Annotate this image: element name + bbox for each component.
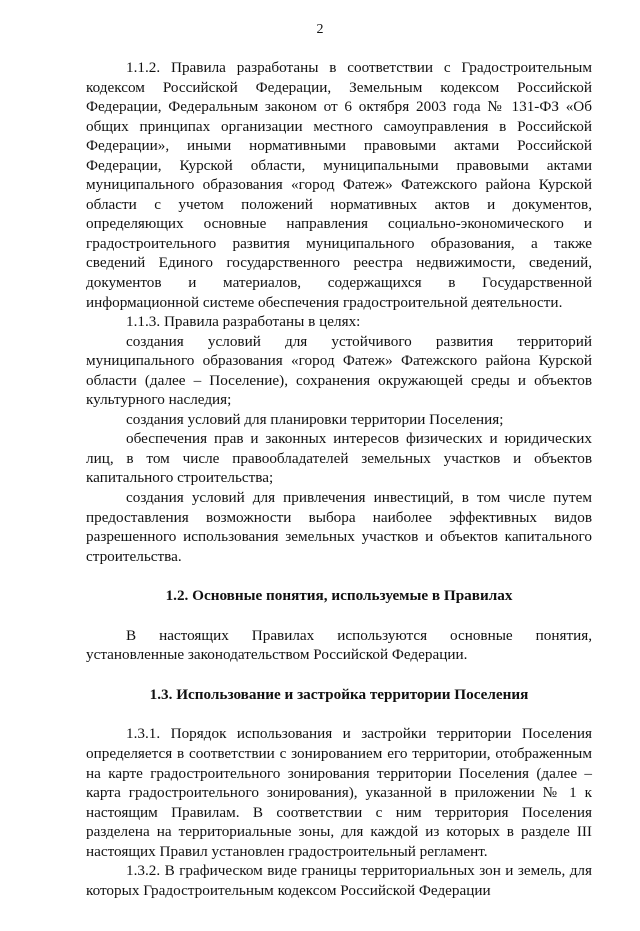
paragraph-1-3-2: 1.3.2. В графическом виде границы территориальных зон и земель, для которых Градостроительным кодексом Российской Федерации	[86, 862, 592, 899]
spacer	[86, 665, 592, 685]
spacer	[86, 704, 592, 724]
goal-item-sustainable-development: создания условий для устойчивого развития территорий муниципального образования «город Фатеж» Фатежского района Курской области (далее – Поселение), сохранения окружающей среды и объектов культурного наследия;	[86, 332, 592, 409]
document-body	[86, 58, 592, 900]
paragraph-1-1-2: 1.1.2. Правила разработаны в соответствии с Градостроительным кодексом Российской Федерации, Земельным кодексом Российской Федерации, Федеральным законом от 6 октября 2003 года № 131-ФЗ «Об общих принципах организации местного самоуправления в Российской Федерации», иными нормативными правовыми актами Российской Федерации, Курской области, муниципальными правовыми актами муниципального образования «город Фатеж» Фатежского района Курской области с учетом положений нормативных актов и документов, определяющих основные направления социально-экономического и градостроительного развития муниципального образования, а также сведений Единого государственного реестра недвижимости, сведений, документов и материалов, содержащихся в Государственной информационной системе обеспечения градостроительной деятельности.	[86, 59, 592, 311]
goal-item-investments: создания условий для привлечения инвестиций, в том числе путем предоставления возможности выбора наиболее эффективных видов разрешенного использования земельных участков и объектов капитального строительства.	[86, 489, 592, 565]
paragraph-1-2: В настоящих Правилах используются основные понятия, установленные законодательством Российской Федерации.	[86, 626, 592, 664]
spacer	[86, 566, 592, 586]
paragraph-1-3-1: 1.3.1. Порядок использования и застройки территории Поселения определяется в соответствии с зонированием его территории, отображенным на карте градостроительного зонирования территории Поселения (далее – карта градостроительного зонирования), указанной в приложении № 1 к настоящим Правилам. В соответствии с ним территория Поселения разделена на территориальные зоны, для каждой из которых в разделе III настоящих Правил установлен градостроительный регламент.	[86, 725, 592, 860]
goal-item-rights-protection: обеспечения прав и законных интересов физических и юридических лиц, в том числе правообладателей земельных участков и объектов капитального строительства;	[86, 430, 592, 487]
section-heading-1-2: 1.2. Основные понятия, используемые в Правилах	[165, 587, 513, 605]
section-heading-1-3: 1.3. Использование и застройка территории Поселения	[149, 685, 529, 703]
goal-item-territory-planning: создания условий для планировки территории Поселения;	[126, 410, 504, 428]
paragraph-1-1-3: 1.1.3. Правила разработаны в целях:	[126, 313, 361, 331]
page-number: 2	[316, 22, 324, 37]
spacer	[86, 606, 592, 626]
